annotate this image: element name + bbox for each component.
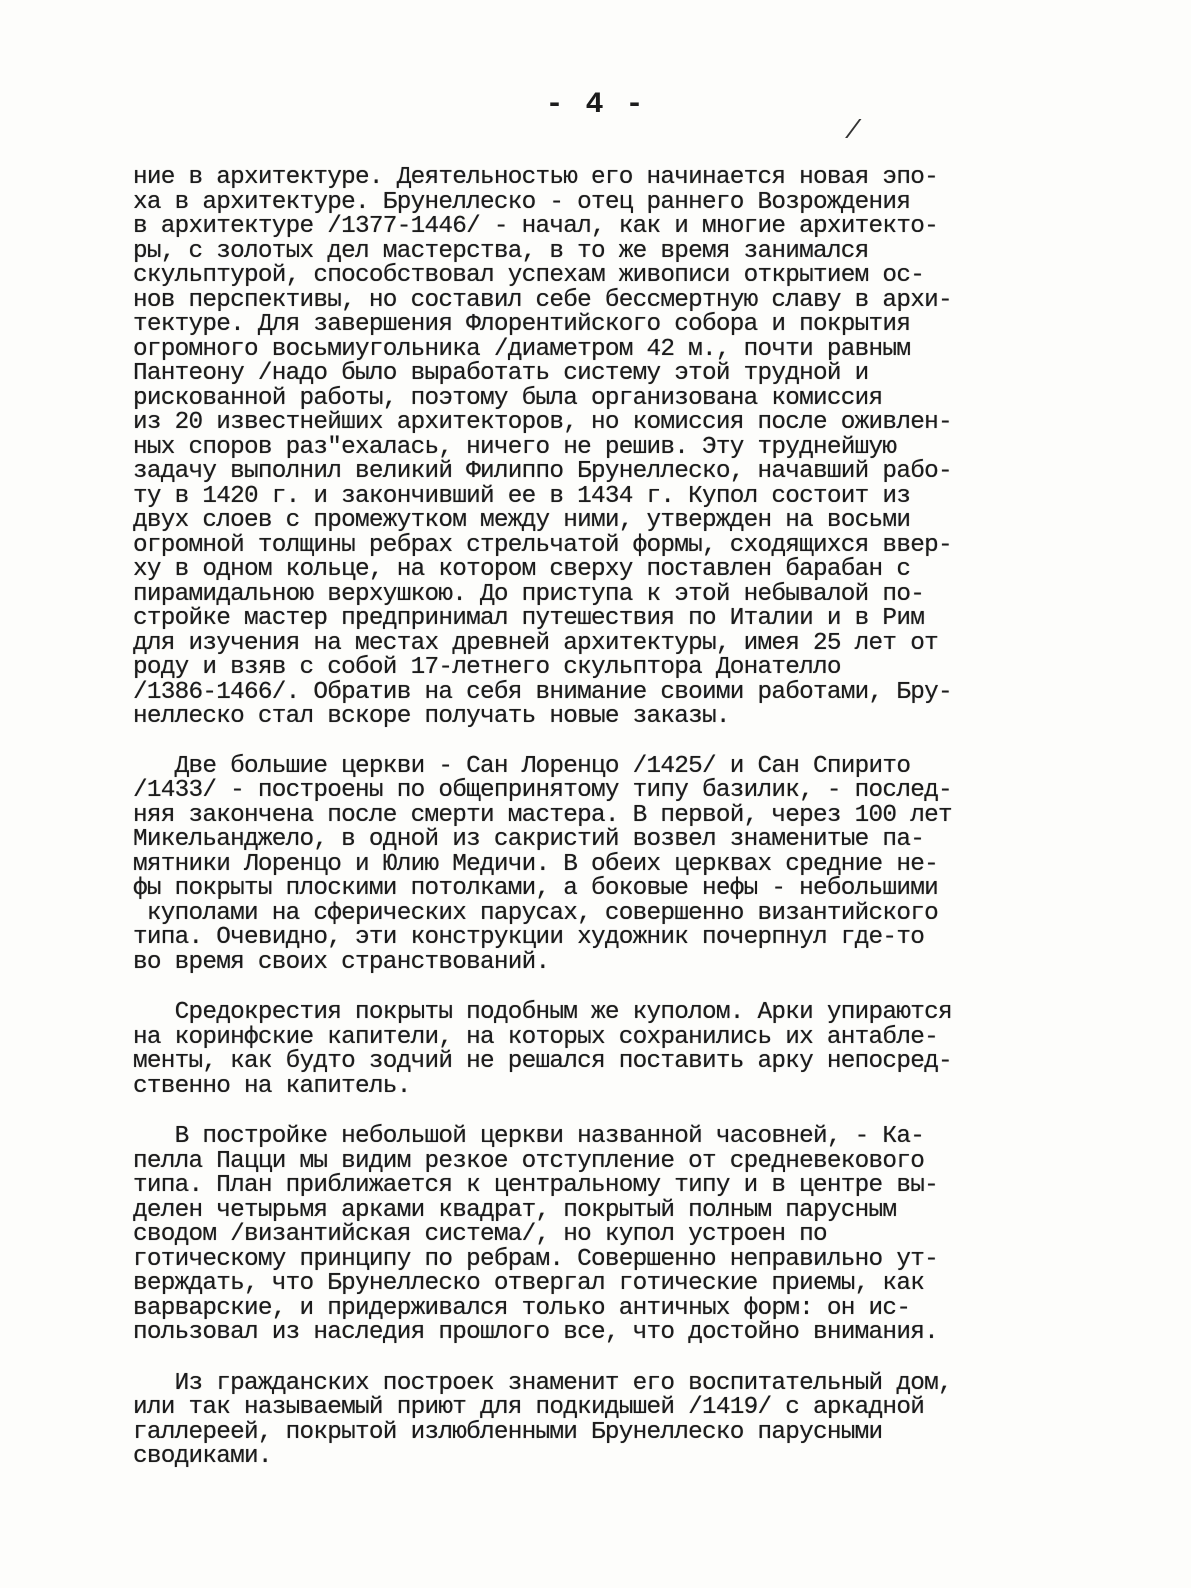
text-line: тектуре. Для завершения Флорентийского собора и покрытия [133, 311, 911, 338]
text-line: огромной толщины ребрах стрельчатой формы, сходящихся ввер- [133, 531, 952, 559]
text-line: ние в архитектуре. Деятельностью его начинается новая эпо- [133, 164, 938, 191]
text-line: ры, с золотых дел мастерства, в то же время занимался [133, 237, 869, 265]
body-text [133, 166, 1073, 1470]
text-line: ту в 1420 г. и закончивший ее в 1434 г. Купол состоит из [133, 482, 911, 510]
text-line: или так называемый приют для подкидышей /1419/ с аркадной [133, 1394, 925, 1421]
text-line: во время своих странствований. [133, 948, 550, 976]
text-line: двух слоев с промежутком между ними, утвержден на восьми [133, 507, 911, 534]
text-line: пелла Пацци мы видим резкое отступление от средневекового [133, 1147, 925, 1175]
page-number: - 4 - [545, 88, 646, 122]
text-line: галлереей, покрытой излюбленными Брунеллеско парусными [133, 1418, 883, 1446]
text-line: делен четырьмя арками квадрат, покрытый полным парусным [133, 1196, 897, 1224]
paragraph-5 [133, 1369, 1073, 1470]
text-line: верждать, что Брунеллеско отвергал готические приемы, как [133, 1270, 925, 1297]
text-line: Пантеону /надо было выработать систему этой трудной и [133, 360, 869, 387]
text-line: ных споров раз"ехалась, ничего не решив. Эту труднейшую [133, 433, 897, 461]
text-line: Две большие церкви - Сан Лоренцо /1425/ и Сан Спирито [133, 752, 911, 780]
text-line: Микельанджело, в одной из сакристий возвел знаменитые па- [133, 826, 925, 853]
paragraph-1 [133, 166, 1073, 730]
text-line: типа. Очевидно, эти конструкции художник почерпнул где-то [133, 924, 925, 951]
text-line: сводом /византийская система/, но купол устроен по [133, 1221, 827, 1248]
text-line: Средокрестия покрыты подобным же куполом. Арки упираются [133, 999, 952, 1026]
text-line: пирамидальною верхушкою. До приступа к этой небывалой по- [133, 580, 925, 608]
text-line: ственно на капитель. [133, 1072, 411, 1100]
text-line: В постройке небольшой церкви названной часовней, - Ка- [133, 1123, 925, 1150]
text-line: ху в одном кольце, на котором сверху поставлен барабан с [133, 556, 911, 583]
text-line: роду и взяв с собой 17-летнего скульптора Донателло [133, 654, 841, 681]
text-line: /1433/ - построены по общепринятому типу базилик, - послед- [133, 777, 952, 804]
text-line: из 20 известнейших архитекторов, но комиссия после оживлен- [133, 409, 952, 436]
text-line: в архитектуре /1377-1446/ - начал, как и многие архитекто- [133, 213, 938, 240]
text-line: сводиками. [133, 1443, 272, 1470]
text-line: куполами на сферических парусах, совершенно византийского [133, 899, 938, 927]
paragraph-4 [133, 1125, 1073, 1346]
text-line: нов перспективы, но составил себе бессмертную славу в архи- [133, 286, 952, 314]
text-line: менты, как будто зодчий не решался поставить арку непосред- [133, 1048, 952, 1075]
text-line: няя закончена после смерти мастера. В первой, через 100 лет [133, 801, 952, 829]
text-line: ха в архитектуре. Брунеллеско - отец раннего Возрождения [133, 188, 911, 216]
text-line: неллеско стал вскоре получать новые заказы. [133, 703, 730, 730]
text-line: варварские, и придерживался только античных форм: он ис- [133, 1294, 911, 1322]
text-line: задачу выполнил великий Филиппо Брунеллеско, начавший рабо- [133, 458, 952, 485]
paragraph-2 [133, 752, 1073, 976]
text-line: стройке мастер предпринимал путешествия по Италии и в Рим [133, 605, 925, 632]
text-line: мятники Лоренцо и Юлию Медичи. В обеих церквах средние не- [133, 850, 938, 878]
text-line: пользовал из наследия прошлого все, что достойно внимания. [133, 1319, 938, 1346]
text-line: готическому принципу по ребрам. Совершенно неправильно ут- [133, 1245, 938, 1273]
text-line: для изучения на местах древней архитектуры, имея 25 лет от [133, 629, 938, 657]
text-line: фы покрыты плоскими потолками, а боковые нефы - небольшими [133, 875, 938, 902]
text-line: скульптурой, способствовал успехам живописи открытием ос- [133, 262, 925, 289]
margin-mark: / [845, 116, 861, 146]
text-line: типа. План приближается к центральному типу и в центре вы- [133, 1172, 938, 1199]
text-line: огромного восьмиугольника /диаметром 42 м., почти равным [133, 335, 911, 363]
text-line: рискованной работы, поэтому была организована комиссия [133, 384, 883, 412]
text-line: /1386-1466/. Обратив на себя внимание своими работами, Бру- [133, 678, 952, 706]
text-line: на коринфские капители, на которых сохранились их антабле- [133, 1023, 938, 1051]
text-line: Из гражданских построек знаменит его воспитательный дом, [133, 1369, 952, 1397]
paragraph-3 [133, 1001, 1073, 1099]
